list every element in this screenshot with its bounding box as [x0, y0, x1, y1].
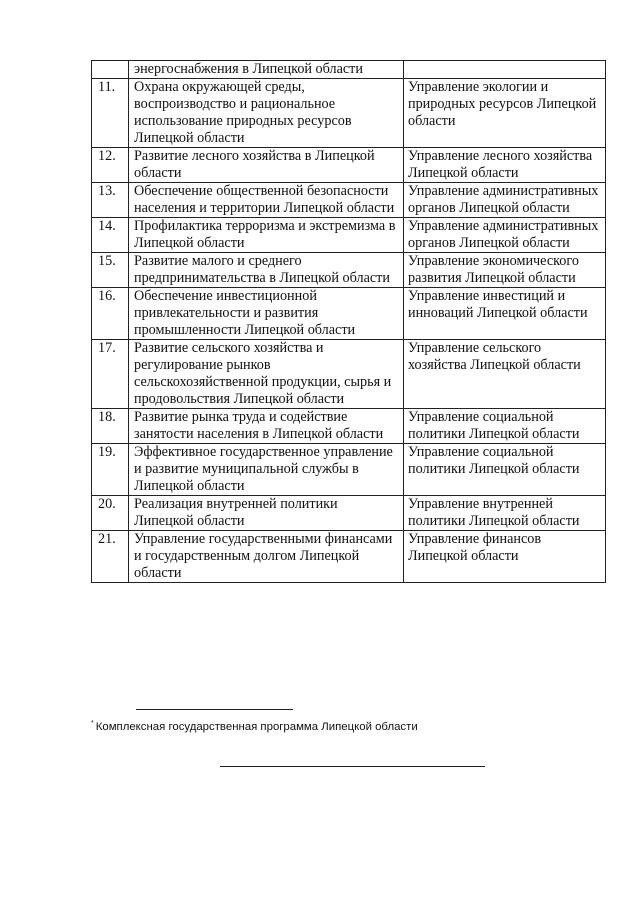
table-row [92, 288, 606, 340]
responsible-body: Управление инвестиций и инноваций Липецкой области [404, 288, 606, 340]
row-number: 21. [92, 531, 129, 583]
table-row [92, 253, 606, 288]
program-name: Обеспечение инвестиционной привлекательности и развития промышленности Липецкой области [129, 288, 404, 340]
row-number [92, 61, 129, 79]
row-number: 14. [92, 218, 129, 253]
row-number: 11. [92, 79, 129, 148]
table-row [92, 340, 606, 409]
program-name: Развитие сельского хозяйства и регулирование рынков сельскохозяйственной продукции, сырья и продовольствия Липецкой области [129, 340, 404, 409]
program-name: Реализация внутренней политики Липецкой области [129, 496, 404, 531]
responsible-body: Управление административных органов Липецкой области [404, 218, 606, 253]
end-of-document-line [220, 766, 485, 767]
responsible-body: Управление экономического развития Липецкой области [404, 253, 606, 288]
table-row [92, 409, 606, 444]
program-name: Профилактика терроризма и экстремизма в Липецкой области [129, 218, 404, 253]
program-name: Эффективное государственное управление и развитие муниципальной службы в Липецкой области [129, 444, 404, 496]
row-number: 15. [92, 253, 129, 288]
table-row [92, 79, 606, 148]
program-name: Охрана окружающей среды, воспроизводство и рациональное использование природных ресурсов Липецкой области [129, 79, 404, 148]
table-row [92, 496, 606, 531]
table-row [92, 183, 606, 218]
responsible-body: Управление лесного хозяйства Липецкой области [404, 148, 606, 183]
responsible-body: Управление административных органов Липецкой области [404, 183, 606, 218]
responsible-body [404, 61, 606, 79]
table-row [92, 444, 606, 496]
program-name: Управление государственными финансами и государственным долгом Липецкой области [129, 531, 404, 583]
table-row [92, 218, 606, 253]
footnote-separator [136, 709, 293, 710]
responsible-body: Управление сельского хозяйства Липецкой области [404, 340, 606, 409]
responsible-body: Управление социальной политики Липецкой области [404, 409, 606, 444]
row-number: 13. [92, 183, 129, 218]
responsible-body: Управление внутренней политики Липецкой области [404, 496, 606, 531]
footnote-text: Комплексная государственная программа Липецкой области [95, 721, 418, 733]
table-row [92, 61, 606, 79]
programs-table [91, 60, 606, 583]
program-name: Развитие рынка труда и содействие занятости населения в Липецкой области [129, 409, 404, 444]
table-row [92, 531, 606, 583]
program-name: Развитие лесного хозяйства в Липецкой области [129, 148, 404, 183]
responsible-body: Управление финансов Липецкой области [404, 531, 606, 583]
footnote-marker: * [91, 720, 94, 727]
responsible-body: Управление социальной политики Липецкой области [404, 444, 606, 496]
row-number: 12. [92, 148, 129, 183]
program-name: Развитие малого и среднего предпринимательства в Липецкой области [129, 253, 404, 288]
responsible-body: Управление экологии и природных ресурсов Липецкой области [404, 79, 606, 148]
program-name: Обеспечение общественной безопасности населения и территории Липецкой области [129, 183, 404, 218]
row-number: 18. [92, 409, 129, 444]
footnote [91, 717, 418, 734]
row-number: 19. [92, 444, 129, 496]
row-number: 17. [92, 340, 129, 409]
row-number: 16. [92, 288, 129, 340]
row-number: 20. [92, 496, 129, 531]
program-name: энергоснабжения в Липецкой области [129, 61, 404, 79]
table-row [92, 148, 606, 183]
